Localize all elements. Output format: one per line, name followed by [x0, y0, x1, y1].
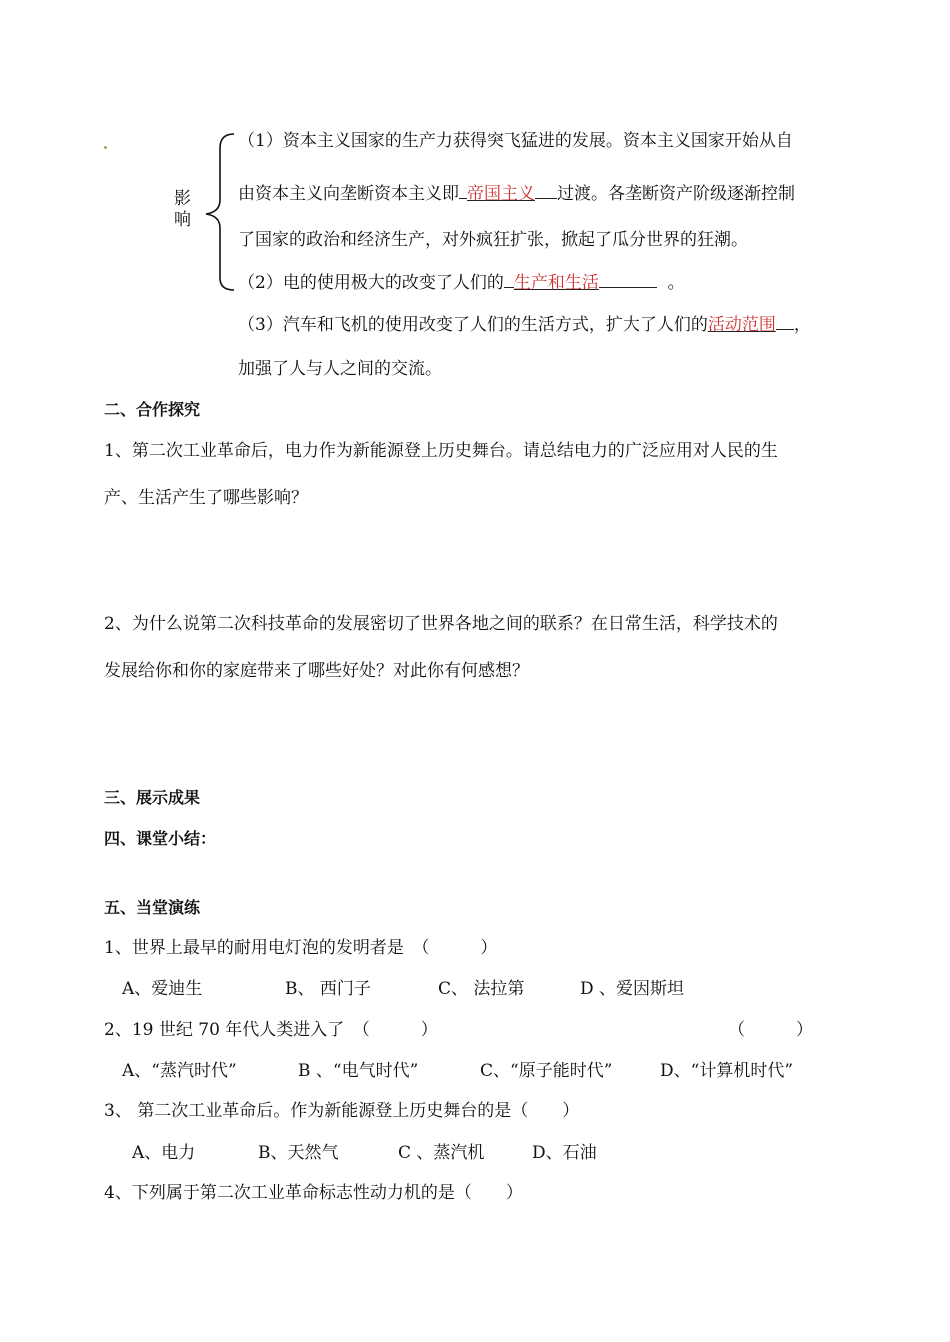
decor-dot	[104, 146, 107, 149]
exercise-q2-option-c: C、“原子能时代”	[480, 1061, 613, 1081]
answer-production-life: 生产和生活	[513, 273, 599, 293]
exercise-q4: 4、下列属于第二次工业革命标志性动力机的是（ ）	[104, 1183, 523, 1203]
influence-p1-line3: 了国家的政治和经济生产，对外疯狂扩张，掀起了瓜分世界的狂潮。	[238, 230, 748, 250]
influence-p1-line2	[238, 180, 795, 206]
exercise-q2-option-b: B 、“电气时代”	[298, 1061, 419, 1081]
exercise-q2-option-d: D、“计算机时代”	[660, 1061, 794, 1081]
section-title-practice: 五、当堂演练	[104, 898, 201, 917]
section-title-summary: 四、课堂小结：	[104, 829, 217, 848]
explore-q1-line1: 1、第二次工业革命后，电力作为新能源登上历史舞台。请总结电力的广泛应用对人民的生	[104, 441, 778, 461]
exercise-q3-option-a: A、电力	[132, 1143, 196, 1163]
text: （3）汽车和飞机的使用改变了人们的生活方式，扩大了人们的	[238, 315, 708, 335]
text: 过渡。各垄断资产阶级逐渐控制	[557, 184, 795, 204]
exercise-q2-extra-paren: （ ）	[728, 1020, 813, 1040]
blank	[504, 269, 514, 288]
explore-q1-line2: 产、生活产生了哪些影响？	[104, 488, 308, 508]
blank	[599, 269, 657, 288]
text: 。	[667, 273, 685, 293]
exercise-q1: 1、世界上最早的耐用电灯泡的发明者是 （ ）	[104, 938, 498, 958]
answer-activity-range: 活动范围	[707, 315, 776, 335]
blank	[776, 311, 794, 330]
brace-bracket	[200, 130, 240, 295]
exercise-q1-option-c: C、 法拉第	[438, 979, 525, 999]
exercise-q3-option-d: D、石油	[532, 1143, 597, 1163]
answer-imperialism: 帝国主义	[467, 184, 535, 204]
text: （2）电的使用极大的改变了人们的	[238, 273, 504, 293]
influence-p3-line1	[238, 311, 811, 337]
exercise-q3-option-c: C 、蒸汽机	[398, 1143, 485, 1163]
exercise-q1-option-d: D 、爱因斯坦	[580, 979, 685, 999]
explore-q2-line1: 2、为什么说第二次科技革命的发展密切了世界各地之间的联系？在日常生活，科学技术的	[104, 614, 778, 634]
blank	[535, 180, 557, 199]
explore-q2-line2: 发展给你和你的家庭带来了哪些好处？对此你有何感想？	[104, 661, 529, 681]
influence-p2	[238, 269, 685, 295]
exercise-q1-option-a: A、爱迪生	[122, 979, 203, 999]
influence-label: 影响	[174, 189, 191, 230]
section-title-cooperation: 二、合作探究	[104, 400, 201, 419]
influence-p1-line1: （1）资本主义国家的生产力获得突飞猛进的发展。资本主义国家开始从自	[238, 131, 793, 151]
blank	[459, 180, 467, 199]
text: ，	[793, 315, 811, 335]
influence-p3-line2: 加强了人与人之间的交流。	[238, 359, 442, 379]
exercise-q2-option-a: A、“蒸汽时代”	[122, 1061, 237, 1081]
exercise-q1-option-b: B、 西门子	[285, 979, 371, 999]
text: 由资本主义向垄断资本主义即	[238, 184, 459, 204]
exercise-q2: 2、19 世纪 70 年代人类进入了 （ ）	[104, 1020, 438, 1040]
section-title-results: 三、展示成果	[104, 788, 201, 807]
exercise-q3: 3、 第二次工业革命后。作为新能源登上历史舞台的是（ ）	[104, 1101, 580, 1121]
exercise-q3-option-b: B、天然气	[258, 1143, 339, 1163]
